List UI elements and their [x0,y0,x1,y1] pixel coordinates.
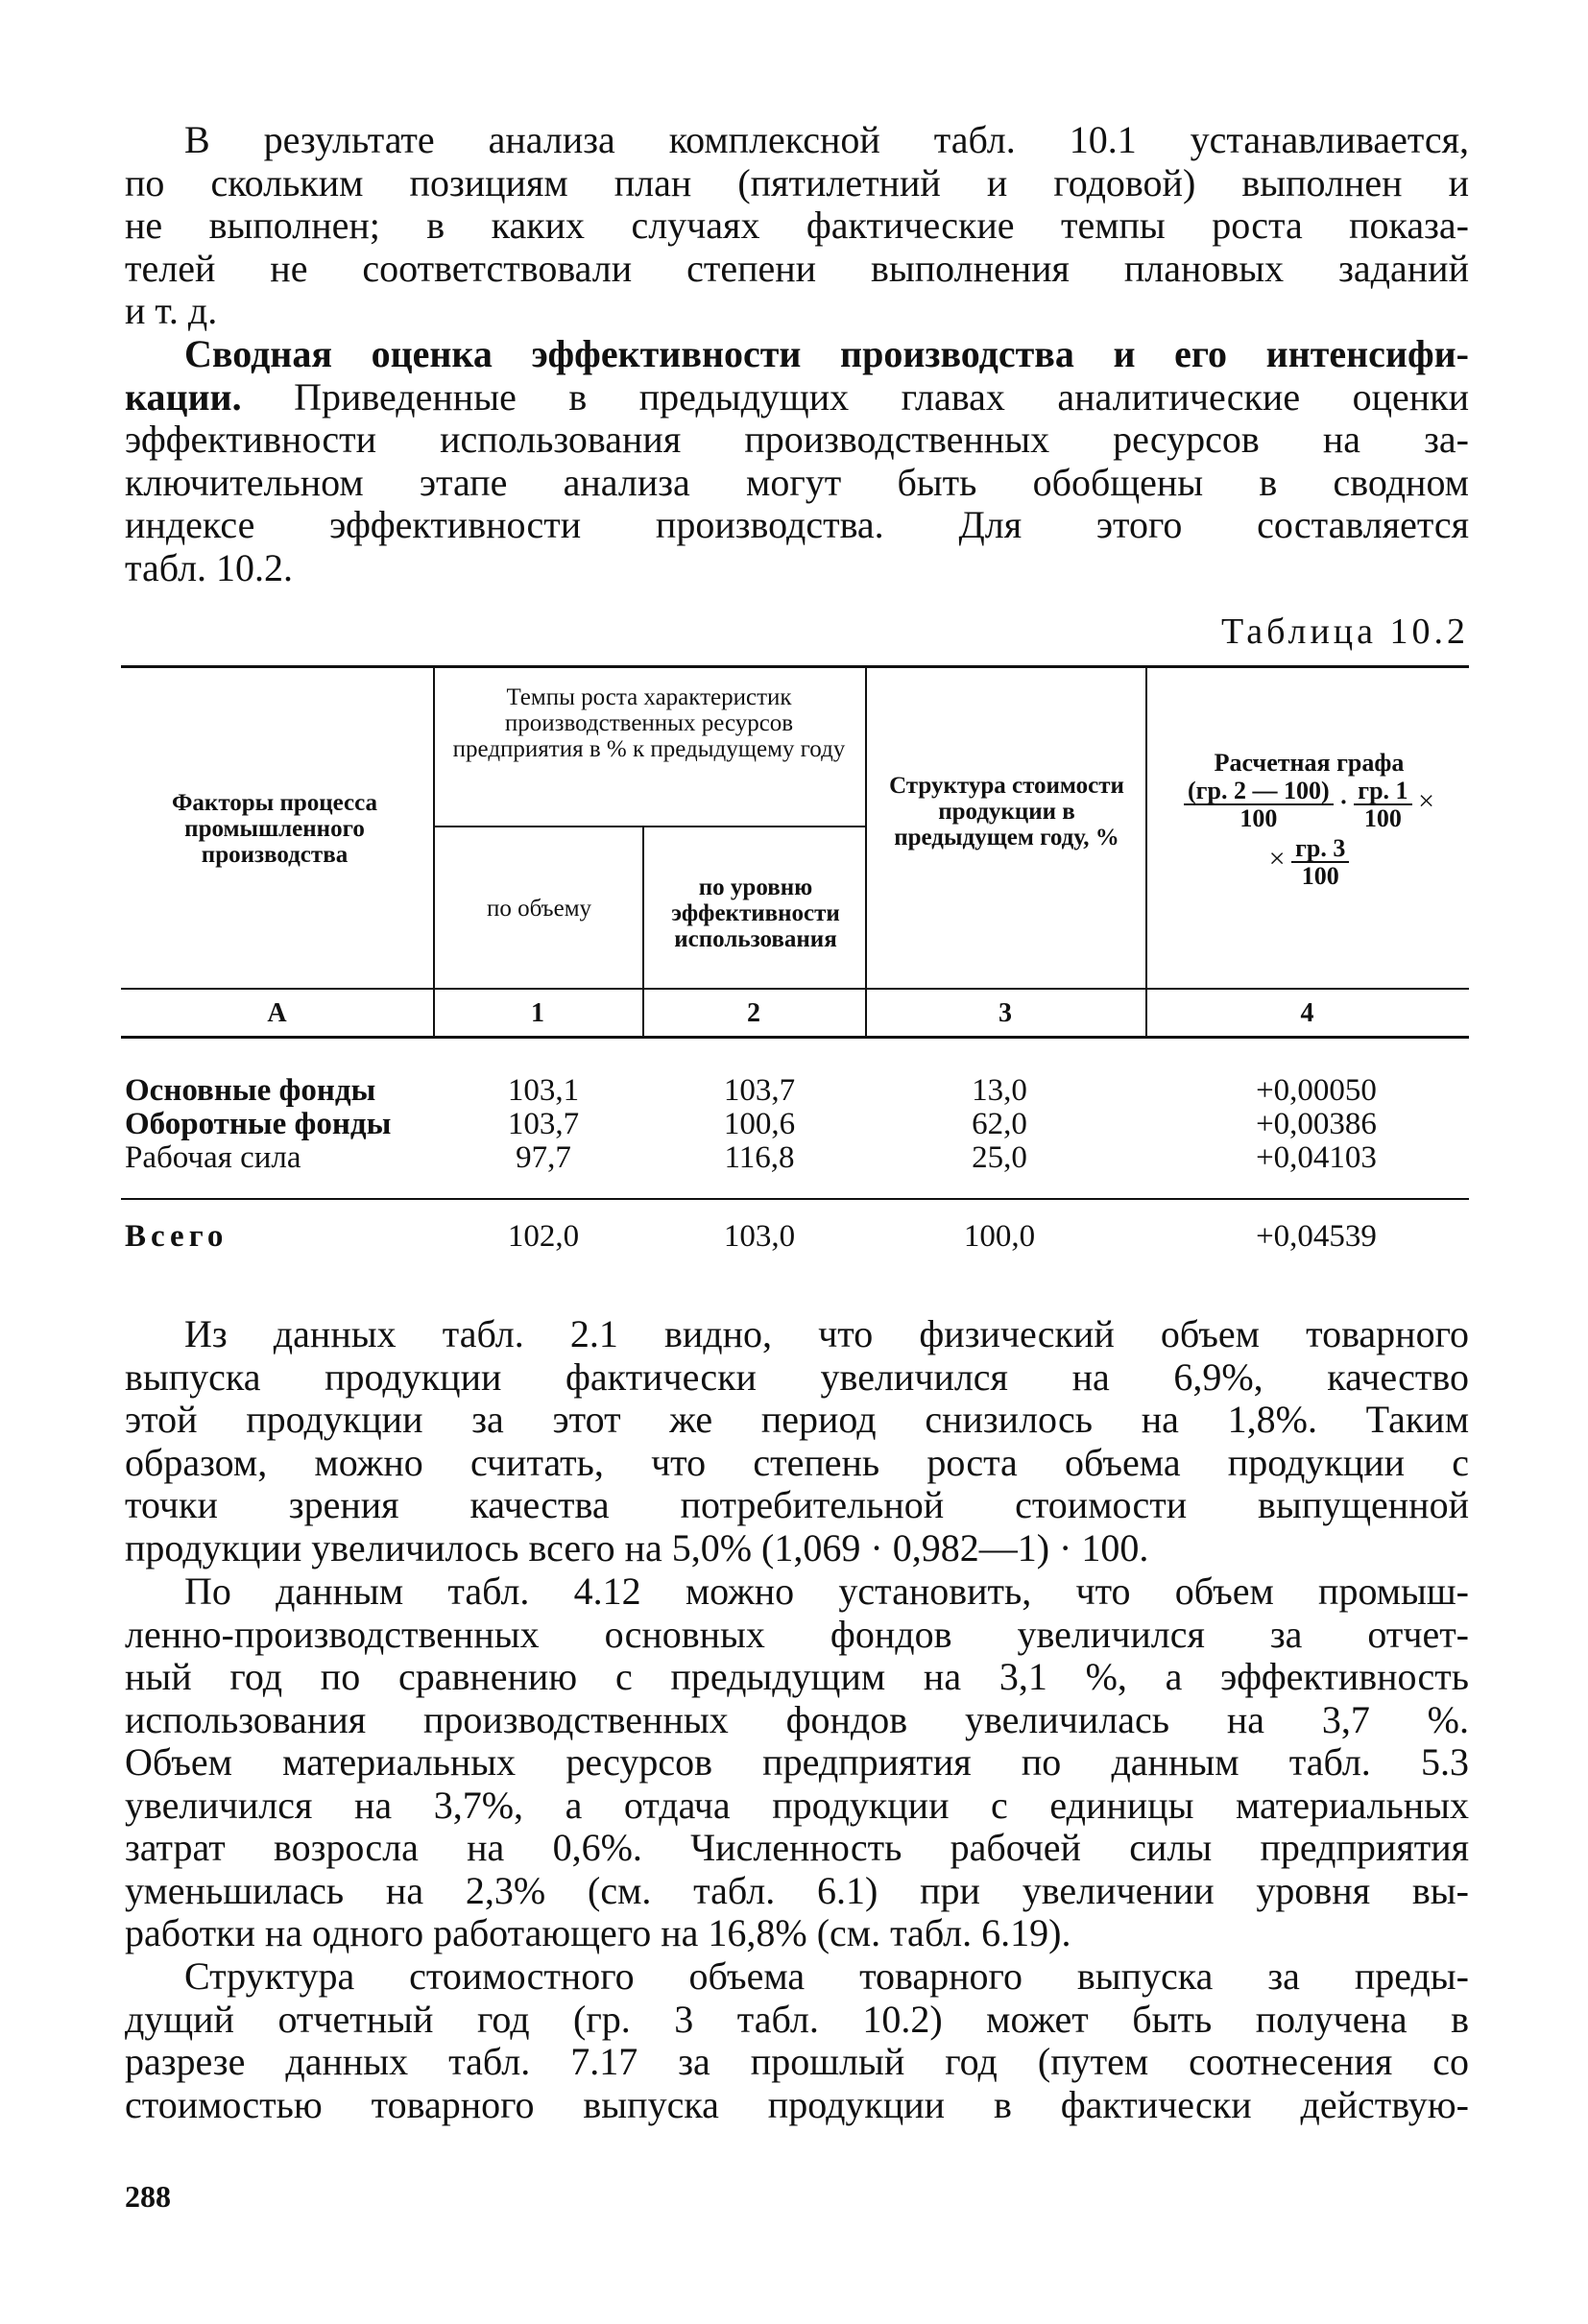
calc-formula-line2 [1153,835,1465,889]
row-label: Основные фонды [125,1073,376,1108]
text-line: выпуска продукции фактически увеличился на 6,9%, качество [125,1354,1469,1399]
multiply-dot: · [1339,787,1348,816]
text-line [125,376,1469,419]
summary-paragraph [125,333,1469,589]
text-line: использования производственных фондов увеличилась на 3,7 %. [125,1697,1469,1741]
col-number: 1 [531,998,544,1028]
text-line: не выполнен; в каких случаях фактические темпы роста показа- [125,204,1469,247]
paragraph-2 [125,1570,1469,1955]
cell-volume: 102,0 [507,1219,580,1254]
times-sign: × [1268,842,1286,874]
table-10-2 [121,665,1469,1260]
fraction [1184,778,1334,831]
col-number: 3 [999,998,1012,1028]
times-sign: × [1418,784,1434,817]
text-line: телей не соответствовали степени выполнения плановых заданий [125,246,1469,290]
text-line: стоимостью товарного выпуска продукции в фактически действую- [125,2082,1469,2126]
fraction [1354,778,1411,831]
col-number: А [267,998,287,1028]
text-line: этой продукции за этот же период снизилось на 1,8%. Таким [125,1398,1469,1441]
col-number: 2 [747,998,760,1028]
cell-structure: 100,0 [963,1219,1036,1254]
section-heading-end: кации. [125,374,242,419]
text-line: табл. 10.2. [125,545,294,589]
text-line: Из данных табл. 2.1 видно, что физический объем товарного [184,1312,1469,1355]
header-by-efficiency: по уровню эффективности использования [671,874,840,952]
text-line: ключительном этапе анализа могут быть обобщены в сводном [125,460,1469,504]
text-line: по скольким позициям план (пятилетний и годовой) выполнен и [125,160,1469,204]
numerator: гр. 1 [1354,778,1411,805]
header-by-volume: по объему [486,896,592,922]
text-line: Объем материальных ресурсов предприятия по данным табл. 5.3 [125,1740,1469,1784]
text-line: По данным табл. 4.12 можно установить, что объем промыш- [184,1569,1469,1613]
total-rule [121,1198,1469,1200]
cell-structure: 62,0 [972,1107,1027,1141]
denominator: 100 [1363,804,1402,832]
cell-efficiency: 103,7 [723,1073,796,1108]
text-line: ленно-производственных основных фондов увеличился за отчет- [125,1612,1469,1656]
text-line: В результате анализа комплексной табл. 10.1 устанавливается, [184,118,1469,161]
col-divider [433,665,435,1037]
text-line: разрезе данных табл. 7.17 за прошлый год (путем соотнесения со [125,2040,1469,2083]
numerator: гр. 3 [1291,835,1349,863]
header-growth-rates: Темпы роста характеристик производственных ресурсов предприятия в % к предыдущему году [452,684,846,762]
text-line: дущий отчетный год (гр. 3 табл. 10.2) может быть получена в [125,1997,1469,2041]
text-line: увеличился на 3,7%, а отдача продукции с единицы материальных [125,1783,1469,1827]
numerator: (гр. 2 — 100) [1184,778,1334,805]
text-line: продукции увеличилось всего на 5,0% (1,069 · 0,982—1) · 100. [125,1525,1149,1569]
paragraph-3 [125,1955,1469,2126]
denominator: 100 [1239,804,1278,832]
intro-paragraph [125,119,1469,333]
cell-volume: 103,7 [507,1107,580,1141]
text-line: образом, можно считать, что степень роста объема продукции с [125,1440,1469,1484]
cell-efficiency: 103,0 [723,1219,796,1254]
col-divider [1145,665,1147,1037]
header-structure: Структура стоимости продукции в предыдущем году, % [889,773,1124,851]
calc-title: Расчетная графа [1214,749,1405,777]
total-label: Всего [125,1219,229,1254]
paragraph-1 [125,1313,1469,1569]
subheader-rule [433,826,865,827]
cell-efficiency: 116,8 [724,1140,795,1175]
cell-calc: +0,04539 [1256,1219,1377,1254]
fraction [1291,835,1349,889]
header-calc-column [1153,750,1465,889]
text-line: Структура стоимостного объема товарного выпуска за преды- [184,1954,1469,1998]
text-line: эффективности использования производственных ресурсов на за- [125,418,1469,461]
calc-formula [1153,778,1465,831]
row-label: Оборотные фонды [125,1107,392,1141]
cell-calc: +0,04103 [1256,1140,1377,1175]
page-number: 288 [125,2179,171,2214]
table-caption: Таблица 10.2 [1220,611,1469,652]
table-top-rule [121,665,1469,668]
cell-volume: 103,1 [507,1073,580,1108]
section-heading: Сводная оценка эффективности производства и его интенсифи- [184,332,1469,375]
cell-structure: 13,0 [972,1073,1027,1108]
text-line: ный год по сравнению с предыдущим на 3,1 %, а эффективность [125,1655,1469,1698]
text-line: уменьшилась на 2,3% (см. табл. 6.1) при увеличении уровня вы- [125,1868,1469,1912]
cell-calc: +0,00050 [1256,1073,1377,1108]
text-line: и т. д. [125,289,218,332]
denominator: 100 [1301,862,1339,890]
colnum-rule [121,1036,1469,1039]
cell-volume: 97,7 [516,1140,571,1175]
text-line: затрат возросла на 0,6%. Численность рабочей силы предприятия [125,1826,1469,1869]
cell-structure: 25,0 [972,1140,1027,1175]
header-factors: Факторы процесса промышленного производства [171,790,378,868]
cell-calc: +0,00386 [1256,1107,1377,1141]
header-rule [121,988,1469,990]
text-fragment: Приведенные в предыдущих главах аналитические оценки [294,374,1470,419]
cell-efficiency: 100,6 [723,1107,796,1141]
text-line: работки на одного работающего на 16,8% (см. табл. 6.19). [125,1911,1071,1954]
text-line: точки зрения качества потребительной стоимости выпущенной [125,1483,1469,1526]
col-divider [865,665,867,1037]
text-line: индексе эффективности производства. Для этого составляется [125,503,1469,546]
col-number: 4 [1300,998,1314,1028]
row-label: Рабочая сила [125,1140,301,1175]
